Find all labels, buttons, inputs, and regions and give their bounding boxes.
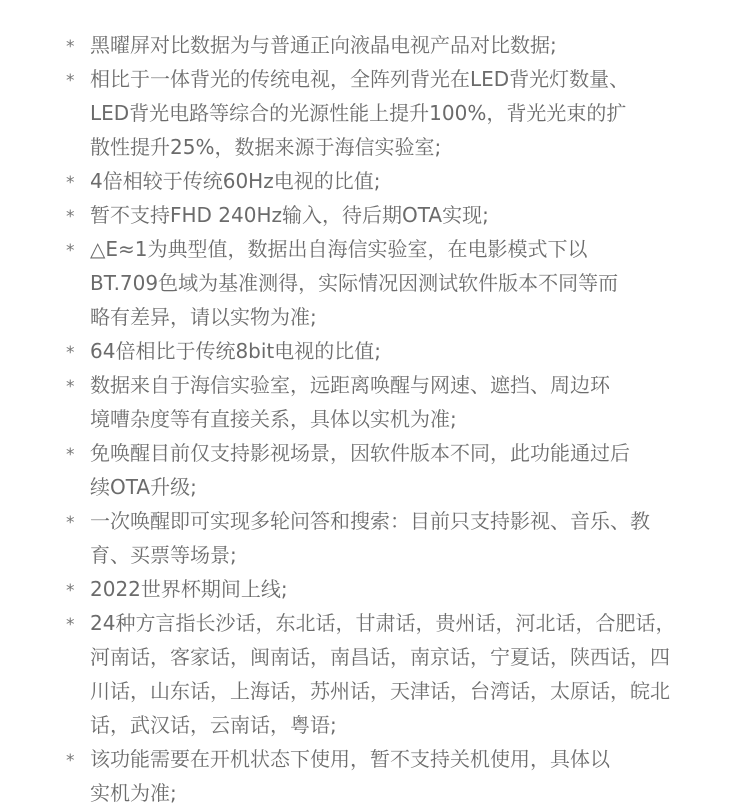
footnote-item [0,742,750,810]
footnote-list [0,28,750,810]
bullet-asterisk: * [66,207,75,227]
footnote-text: 黑曜屏对比数据为与普通正向液晶电视产品对比数据; [90,33,557,57]
footnote-text: 续OTA升级; [90,475,197,499]
footnote-text: BT.709色域为基准测得，实际情况因测试软件版本不同等而 [90,271,619,295]
footnote-item [0,28,750,62]
footnote-item [0,62,750,164]
footnote-text: 境嘈杂度等有直接关系，具体以实机为准; [90,407,457,431]
footnote-text: 实机为准; [90,781,177,805]
footnote-text: 64倍相比于传统8bit电视的比值; [90,339,382,363]
footnote-item [0,436,750,504]
footnote-text: 育、买票等场景; [90,543,237,567]
footnote-text: 数据来自于海信实验室，远距离唤醒与网速、遮挡、周边环 [90,373,610,397]
footnote-text: 相比于一体背光的传统电视，全阵列背光在LED背光灯数量、 [90,67,630,91]
bullet-asterisk: * [66,751,75,771]
footnote-text: △E≈1为典型值，数据出自海信实验室，在电影模式下以 [90,237,588,261]
bullet-asterisk: * [66,513,75,533]
footnote-text: 2022世界杯期间上线; [90,577,288,601]
bullet-asterisk: * [66,581,75,601]
footnote-item [0,198,750,232]
footnote-item [0,572,750,606]
footnote-item [0,606,750,742]
footnote-text: 话，武汉话，云南话，粤语; [90,713,337,737]
footnote-text: 该功能需要在开机状态下使用，暂不支持关机使用，具体以 [90,747,610,771]
footnote-text: 川话，山东话，上海话，苏州话，天津话，台湾话，太原话，皖北 [90,679,670,703]
bullet-asterisk: * [66,37,75,57]
footnote-item [0,164,750,198]
footnote-item [0,504,750,572]
footnote-item [0,232,750,334]
footnote-text: 略有差异，请以实物为准; [90,305,317,329]
bullet-asterisk: * [66,173,75,193]
bullet-asterisk: * [66,615,75,635]
footnote-text: 河南话，客家话，闽南话，南昌话，南京话，宁夏话，陕西话，四 [90,645,670,669]
footnote-item [0,368,750,436]
footnote-text: 散性提升25%，数据来源于海信实验室; [90,135,442,159]
footnote-text: 24种方言指长沙话，东北话，甘肃话，贵州话，河北话，合肥话， [90,611,676,635]
bullet-asterisk: * [66,343,75,363]
footnote-text: 暂不支持FHD 240Hz输入，待后期OTA实现; [90,203,489,227]
footnote-text: 一次唤醒即可实现多轮问答和搜索：目前只支持影视、音乐、教 [90,509,650,533]
bullet-asterisk: * [66,71,75,91]
footnote-item [0,334,750,368]
bullet-asterisk: * [66,241,75,261]
footnote-text: 免唤醒目前仅支持影视场景，因软件版本不同，此功能通过后 [90,441,630,465]
bullet-asterisk: * [66,445,75,465]
bullet-asterisk: * [66,377,75,397]
footnote-text: 4倍相较于传统60Hz电视的比值; [90,169,381,193]
footnote-text: LED背光电路等综合的光源性能上提升100%，背光光束的扩 [90,101,627,125]
